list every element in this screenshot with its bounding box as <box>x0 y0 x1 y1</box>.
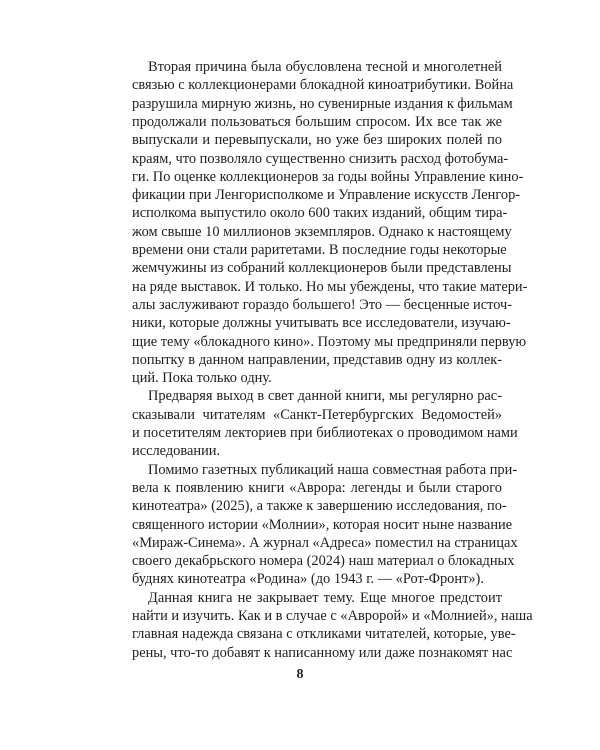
text-line: попытку в данном направлении, представив одну из коллек- <box>132 351 502 368</box>
text-line: времени они стали раритетами. В последние годы некоторые <box>132 242 507 258</box>
page-number: 8 <box>296 667 304 682</box>
text-line: Предваряя выход в свет данной книги, мы регулярно рас- <box>148 388 502 405</box>
text-line: ги. По оценке коллекционеров за годы войны Управление кино- <box>132 168 524 185</box>
text-line: выпускали и перевыпускали, но уже без широких полей по <box>132 132 502 149</box>
text-line: на ряде выставок. И только. Но мы убеждены, что такие матери- <box>132 278 528 295</box>
text-line: главная надежда связана с откликами читателей, которые, уве- <box>132 626 516 643</box>
text-line: Данная книга не закрывает тему. Еще многое предстоит <box>148 589 502 606</box>
text-line: исследовании. <box>132 443 221 460</box>
text-line: ций. Пока только одну. <box>132 370 272 387</box>
text-line: сказывали читателям «Санкт-Петербургских Ведомостей» <box>132 406 502 423</box>
text-line: жом свыше 10 миллионов экземпляров. Однако к настоящему <box>132 223 512 240</box>
text-line: исполкома выпустило около 600 таких изданий, общим тира- <box>132 205 508 222</box>
text-line: и посетителям лекториев при библиотеках о проводимом нами <box>132 425 518 441</box>
text-line: Помимо газетных публикаций наша совместная работа при- <box>148 461 518 478</box>
text-line: Вторая причина была обусловлена тесной и многолетней <box>148 59 502 75</box>
text-line: своего декабрьского номера (2024) наш материал о блокадных <box>132 553 515 570</box>
text-line: щие тему «блокадного кино». Поэтому мы предприняли первую <box>132 333 527 350</box>
text-line: разрушила мирную жизнь, но сувенирные издания к фильмам <box>132 95 513 112</box>
text-line: фикации при Ленгорисполкоме и Управление искусств Ленгор- <box>132 187 521 204</box>
text-line: кинотеатра» (2025), а также к завершению исследования, по- <box>132 498 507 515</box>
text-line: краям, что позволяло существенно снизить расход фотобума- <box>132 150 509 167</box>
text-line: продолжали пользоваться большим спросом. Их все так же <box>132 113 502 130</box>
text-line: вела к появлению книги «Аврора: легенды и были старого <box>132 479 502 496</box>
text-line: ники, которые должны учитывать все исследователи, изучаю- <box>132 315 511 332</box>
text-line: жемчужины из собраний коллекционеров были представлены <box>132 260 512 277</box>
text-line: священного истории «Молнии», которая носит ныне название <box>132 516 513 533</box>
text-line: буднях кинотеатра «Родина» (до 1943 г. — «Рот-Фронт»). <box>132 571 484 588</box>
text-line: «Мираж-Синема». А журнал «Адреса» поместил на страницах <box>132 534 518 551</box>
text-line: рены, что-то добавят к написанному или даже познакомят нас <box>132 644 513 661</box>
text-line: найти и изучить. Как и в случае с «Авророй» и «Молнией», наша <box>132 608 533 624</box>
text-line: алы заслуживают гораздо большего! Это — бесценные источ- <box>132 296 513 313</box>
text-line: связью с коллекционерами блокадной киноатрибутики. Война <box>132 77 514 94</box>
